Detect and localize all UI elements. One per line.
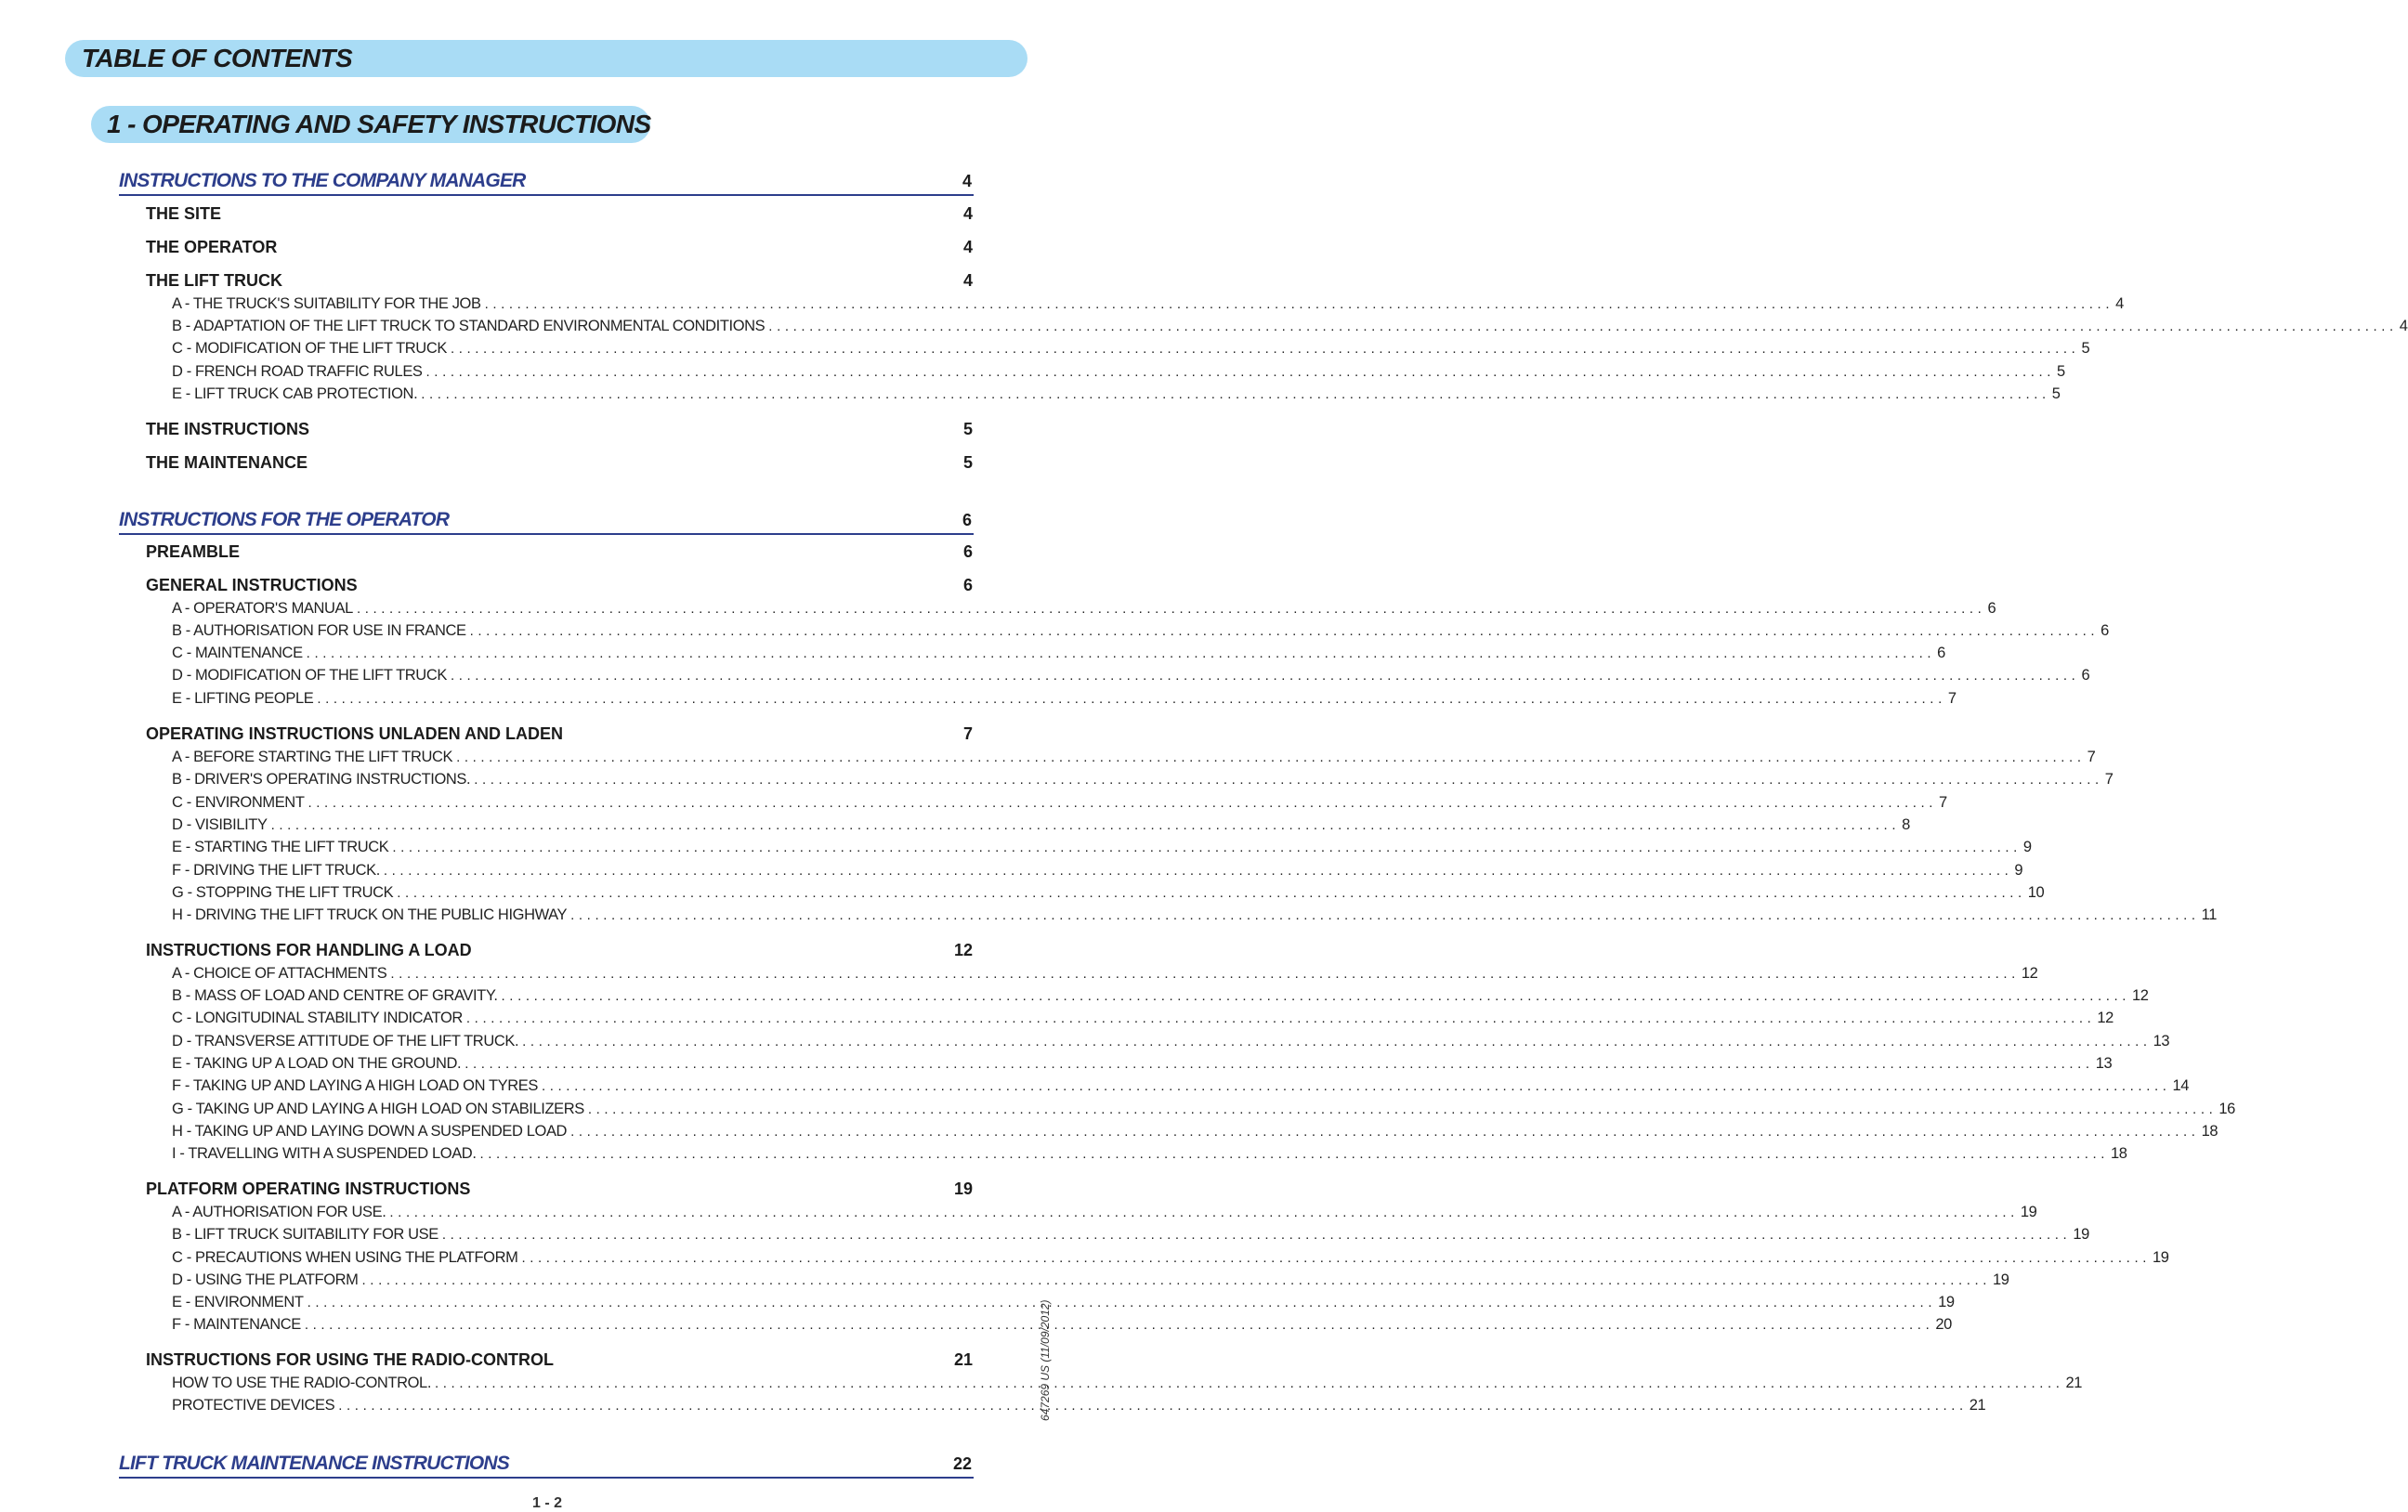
toc-item-page: 9 xyxy=(2022,839,2032,855)
toc-item-label: H - DRIVING THE LIFT TRUCK ON THE PUBLIC HIGHWAY xyxy=(172,906,568,923)
dot-leader: ........................................................................................................................................................................................................ xyxy=(317,691,1946,707)
toc-item[interactable] xyxy=(172,645,1945,665)
toc-item-page: 14 xyxy=(2172,1077,2190,1094)
toc-item-label: B - ADAPTATION OF THE LIFT TRUCK TO STANDARD ENVIRONMENTAL CONDITIONS xyxy=(172,318,766,334)
toc-subsection-page: 7 xyxy=(962,724,973,743)
toc-item-page: 16 xyxy=(2218,1101,2235,1117)
toc-item[interactable] xyxy=(172,816,1910,837)
toc-item-page: 7 xyxy=(2087,749,2096,765)
dot-leader: ........................................................................................................................................................................................................ xyxy=(383,863,2013,879)
toc-subsection-label[interactable]: OPERATING INSTRUCTIONS UNLADEN AND LADEN xyxy=(146,724,563,743)
toc-item-label: A - BEFORE STARTING THE LIFT TRUCK xyxy=(172,749,453,765)
dot-leader: ........................................................................................................................................................................................................ xyxy=(587,1101,2218,1117)
toc-subsection-page: 12 xyxy=(953,941,973,959)
toc-item-label: E - ENVIRONMENT xyxy=(172,1294,304,1310)
toc-item-page: 13 xyxy=(2153,1033,2170,1049)
toc-item[interactable] xyxy=(172,385,2061,406)
dot-leader: ........................................................................................................................................................................................................ xyxy=(479,1146,2110,1162)
toc-item[interactable] xyxy=(172,1101,2235,1121)
toc-item-page: 11 xyxy=(2201,906,2217,923)
toc-section-label: INSTRUCTIONS FOR THE OPERATOR xyxy=(119,509,450,530)
toc-item-label: C - MODIFICATION OF THE LIFT TRUCK xyxy=(172,340,447,357)
dot-leader: ........................................................................................................................................................................................................ xyxy=(474,772,2103,788)
toc-item[interactable] xyxy=(172,1316,1952,1336)
toc-item-label: F - DRIVING THE LIFT TRUCK. xyxy=(172,862,380,879)
toc-item-label: A - THE TRUCK'S SUITABILITY FOR THE JOB xyxy=(172,295,481,312)
toc-item[interactable] xyxy=(172,1294,1955,1314)
toc-item-label: E - STARTING THE LIFT TRUCK xyxy=(172,839,389,855)
toc-subsection-label[interactable]: GENERAL INSTRUCTIONS xyxy=(146,576,358,594)
toc-item-page: 6 xyxy=(2081,667,2090,684)
toc-item[interactable] xyxy=(172,884,2045,905)
toc-item-page: 5 xyxy=(2051,385,2061,402)
toc-item-page: 13 xyxy=(2095,1055,2113,1072)
toc-item-page: 19 xyxy=(1938,1294,1955,1310)
toc-item[interactable] xyxy=(172,1077,2190,1098)
toc-item[interactable] xyxy=(172,1375,2083,1395)
toc-section[interactable] xyxy=(119,1453,974,1479)
dot-leader: ........................................................................................................................................................................................................ xyxy=(542,1078,2171,1094)
dot-leader: ........................................................................................................................................................................................................ xyxy=(441,1227,2072,1243)
toc-item-label: E - LIFTING PEOPLE xyxy=(172,690,314,707)
toc-section[interactable] xyxy=(119,170,974,196)
toc-item-label: D - USING THE PLATFORM xyxy=(172,1271,359,1288)
toc-item-label: HOW TO USE THE RADIO-CONTROL. xyxy=(172,1375,432,1391)
toc-item-label: F - TAKING UP AND LAYING A HIGH LOAD ON TYRES xyxy=(172,1077,538,1094)
toc-item[interactable] xyxy=(172,771,2114,791)
toc-item[interactable] xyxy=(172,1055,2113,1075)
toc-item-label: B - DRIVER'S OPERATING INSTRUCTIONS. xyxy=(172,771,471,788)
toc-item-label: B - AUTHORISATION FOR USE IN FRANCE xyxy=(172,622,466,639)
toc-item-page: 7 xyxy=(1947,690,1956,707)
toc-item-page: 10 xyxy=(2027,884,2045,901)
toc-item-label: D - VISIBILITY xyxy=(172,816,268,833)
toc-subsection-page: 5 xyxy=(962,453,973,472)
toc-item[interactable] xyxy=(172,1397,1986,1417)
toc-item-label: G - TAKING UP AND LAYING A HIGH LOAD ON STABILIZERS xyxy=(172,1101,584,1117)
dot-leader: ........................................................................................................................................................................................................ xyxy=(389,1205,2019,1220)
dot-leader: ........................................................................................................................................................................................................ xyxy=(465,1056,2094,1072)
toc-item-label: C - PRECAUTIONS WHEN USING THE PLATFORM xyxy=(172,1249,518,1266)
toc-title: TABLE OF CONTENTS xyxy=(82,44,353,72)
toc-item-label: C - LONGITUDINAL STABILITY INDICATOR xyxy=(172,1010,463,1026)
toc-subsection-label[interactable]: INSTRUCTIONS FOR USING THE RADIO-CONTROL xyxy=(146,1350,554,1369)
toc-item-label: H - TAKING UP AND LAYING DOWN A SUSPENDED LOAD xyxy=(172,1123,568,1140)
dot-leader: ........................................................................................................................................................................................................ xyxy=(361,1272,1992,1288)
toc-item[interactable] xyxy=(172,295,2124,316)
toc-item[interactable] xyxy=(172,749,2096,769)
toc-item[interactable] xyxy=(172,318,2408,338)
toc-subsection-page: 6 xyxy=(962,576,973,594)
toc-item-page: 19 xyxy=(2152,1249,2169,1266)
toc-item-page: 5 xyxy=(2057,363,2065,380)
dot-leader: ........................................................................................................................................................................................................ xyxy=(570,1124,2200,1140)
toc-item[interactable] xyxy=(172,1226,2089,1246)
toc-item-page: 21 xyxy=(2065,1375,2083,1391)
toc-item[interactable] xyxy=(172,340,2090,360)
toc-item-label: B - MASS OF LOAD AND CENTRE OF GRAVITY. xyxy=(172,987,498,1004)
toc-item[interactable] xyxy=(172,1123,2218,1143)
toc-section-page: 4 xyxy=(962,172,972,190)
dot-leader: ........................................................................................................................................................................................................ xyxy=(501,988,2131,1004)
toc-subsection-page: 4 xyxy=(962,238,973,256)
dot-leader: ........................................................................................................................................................................................................ xyxy=(484,296,2114,312)
dot-leader: ........................................................................................................................................................................................................ xyxy=(522,1034,2152,1049)
toc-item-page: 19 xyxy=(1993,1271,2009,1288)
dot-leader: ........................................................................................................................................................................................................ xyxy=(338,1398,1968,1414)
toc-subsection-page: 19 xyxy=(953,1180,973,1198)
toc-item[interactable] xyxy=(172,1271,2009,1292)
dot-leader: ........................................................................................................................................................................................................ xyxy=(521,1250,2151,1266)
toc-item[interactable] xyxy=(172,862,2023,882)
toc-item-label: A - CHOICE OF ATTACHMENTS xyxy=(172,965,387,982)
dot-leader: ........................................................................................................................................................................................................ xyxy=(435,1375,2064,1391)
toc-subsection-label[interactable]: INSTRUCTIONS FOR HANDLING A LOAD xyxy=(146,941,472,959)
toc-subsection-label[interactable]: THE SITE xyxy=(146,204,222,223)
toc-item-label: C - MAINTENANCE xyxy=(172,645,303,661)
dot-leader: ........................................................................................................................................................................................................ xyxy=(450,668,2080,684)
toc-section-page: 6 xyxy=(962,511,972,529)
toc-subsection-label[interactable]: THE INSTRUCTIONS xyxy=(146,420,310,438)
toc-item-page: 7 xyxy=(2104,771,2114,788)
dot-leader: ........................................................................................................................................................................................................ xyxy=(307,1295,1937,1310)
toc-item-page: 20 xyxy=(1935,1316,1952,1333)
dot-leader: ........................................................................................................................................................................................................ xyxy=(768,319,2398,334)
toc-item-label: A - OPERATOR'S MANUAL xyxy=(172,600,353,617)
toc-item-label: G - STOPPING THE LIFT TRUCK xyxy=(172,884,394,901)
dot-leader: ........................................................................................................................................................................................................ xyxy=(270,817,1901,833)
toc-item-label: D - FRENCH ROAD TRAFFIC RULES xyxy=(172,363,423,380)
toc-subsection-label[interactable]: THE LIFT TRUCK xyxy=(146,271,282,290)
toc-section-label: LIFT TRUCK MAINTENANCE INSTRUCTIONS xyxy=(119,1453,509,1474)
toc-item-page: 18 xyxy=(2111,1145,2127,1162)
dot-leader: ........................................................................................................................................................................................................ xyxy=(308,795,1938,811)
toc-subsection-label[interactable]: PREAMBLE xyxy=(146,542,241,561)
toc-item-label: I - TRAVELLING WITH A SUSPENDED LOAD. xyxy=(172,1145,477,1162)
toc-item-label: D - TRANSVERSE ATTITUDE OF THE LIFT TRUCK. xyxy=(172,1033,519,1049)
toc-item[interactable] xyxy=(172,363,2065,384)
toc-item-label: E - TAKING UP A LOAD ON THE GROUND. xyxy=(172,1055,462,1072)
toc-item-label: PROTECTIVE DEVICES xyxy=(172,1397,335,1414)
toc-section[interactable] xyxy=(119,509,974,535)
toc-item-page: 6 xyxy=(2100,622,2109,639)
toc-item-page: 21 xyxy=(1969,1397,1986,1414)
toc-item-page: 19 xyxy=(2073,1226,2089,1243)
toc-subsection-page: 5 xyxy=(962,420,973,438)
dot-leader: ........................................................................................................................................................................................................ xyxy=(304,1317,1934,1333)
toc-item-page: 6 xyxy=(1937,645,1945,661)
toc-item-page: 8 xyxy=(1902,816,1910,833)
toc-subsection-page: 21 xyxy=(953,1350,973,1369)
toc-item[interactable] xyxy=(172,906,2217,927)
toc-item-label: A - AUTHORISATION FOR USE. xyxy=(172,1204,386,1220)
toc-item-page: 6 xyxy=(1987,600,1996,617)
toc-section-page: 22 xyxy=(952,1454,972,1473)
chapter-title: 1 - OPERATING AND SAFETY INSTRUCTIONS xyxy=(107,110,651,138)
toc-item[interactable] xyxy=(172,600,1996,620)
toc-item[interactable] xyxy=(172,987,2149,1008)
dot-leader: ........................................................................................................................................................................................................ xyxy=(397,885,2026,901)
toc-item-page: 12 xyxy=(2132,987,2149,1004)
toc-subsection-page: 6 xyxy=(962,542,973,561)
dot-leader: ........................................................................................................................................................................................................ xyxy=(392,840,2022,855)
toc-item[interactable] xyxy=(172,1010,2114,1030)
toc-item-page: 4 xyxy=(2399,318,2408,334)
toc-item-label: B - LIFT TRUCK SUITABILITY FOR USE xyxy=(172,1226,438,1243)
document-code: 647269 US (11/09/2012) xyxy=(1039,1299,1052,1421)
page-number: 1 - 2 xyxy=(532,1495,563,1511)
toc-item-page: 12 xyxy=(2021,965,2038,982)
toc-item-page: 19 xyxy=(2020,1204,2037,1220)
toc-item-page: 5 xyxy=(2081,340,2090,357)
dot-leader: ........................................................................................................................................................................................................ xyxy=(570,907,2200,923)
toc-item-label: D - MODIFICATION OF THE LIFT TRUCK xyxy=(172,667,447,684)
dot-leader: ........................................................................................................................................................................................................ xyxy=(421,386,2050,402)
toc-section-label: INSTRUCTIONS TO THE COMPANY MANAGER xyxy=(119,170,526,191)
dot-leader: ........................................................................................................................................................................................................ xyxy=(465,1010,2096,1026)
toc-subsection-label[interactable]: THE OPERATOR xyxy=(146,238,278,256)
toc-item-page: 7 xyxy=(1939,794,1947,811)
dot-leader: ........................................................................................................................................................................................................ xyxy=(390,966,2020,982)
dot-leader: ........................................................................................................................................................................................................ xyxy=(356,601,1986,617)
toc-item[interactable] xyxy=(172,1145,2127,1166)
toc-item[interactable] xyxy=(172,1249,2169,1270)
toc-subsection-page: 4 xyxy=(962,204,973,223)
dot-leader: ........................................................................................................................................................................................................ xyxy=(425,364,2056,380)
dot-leader: ........................................................................................................................................................................................................ xyxy=(450,341,2080,357)
toc-item-page: 12 xyxy=(2097,1010,2114,1026)
toc-subsection-label[interactable]: PLATFORM OPERATING INSTRUCTIONS xyxy=(146,1180,471,1198)
toc-item[interactable] xyxy=(172,667,2090,687)
toc-item-label: E - LIFT TRUCK CAB PROTECTION. xyxy=(172,385,418,402)
toc-item-label: F - MAINTENANCE xyxy=(172,1316,301,1333)
toc-item-label: C - ENVIRONMENT xyxy=(172,794,305,811)
dot-leader: ........................................................................................................................................................................................................ xyxy=(456,749,2086,765)
toc-item[interactable] xyxy=(172,965,2038,985)
toc-item[interactable] xyxy=(172,1204,2037,1224)
toc-subsection-page: 4 xyxy=(962,271,973,290)
toc-item[interactable] xyxy=(172,794,1947,815)
toc-item-page: 18 xyxy=(2201,1123,2218,1140)
toc-item[interactable] xyxy=(172,1033,2170,1053)
toc-item[interactable] xyxy=(172,622,2109,643)
dot-leader: ........................................................................................................................................................................................................ xyxy=(306,645,1936,661)
toc-item-page: 9 xyxy=(2014,862,2023,879)
toc-subsection-label[interactable]: THE MAINTENANCE xyxy=(146,453,308,472)
dot-leader: ........................................................................................................................................................................................................ xyxy=(469,623,2100,639)
toc-item[interactable] xyxy=(172,839,2032,859)
toc-item[interactable] xyxy=(172,690,1956,710)
toc-item-page: 4 xyxy=(2115,295,2124,312)
